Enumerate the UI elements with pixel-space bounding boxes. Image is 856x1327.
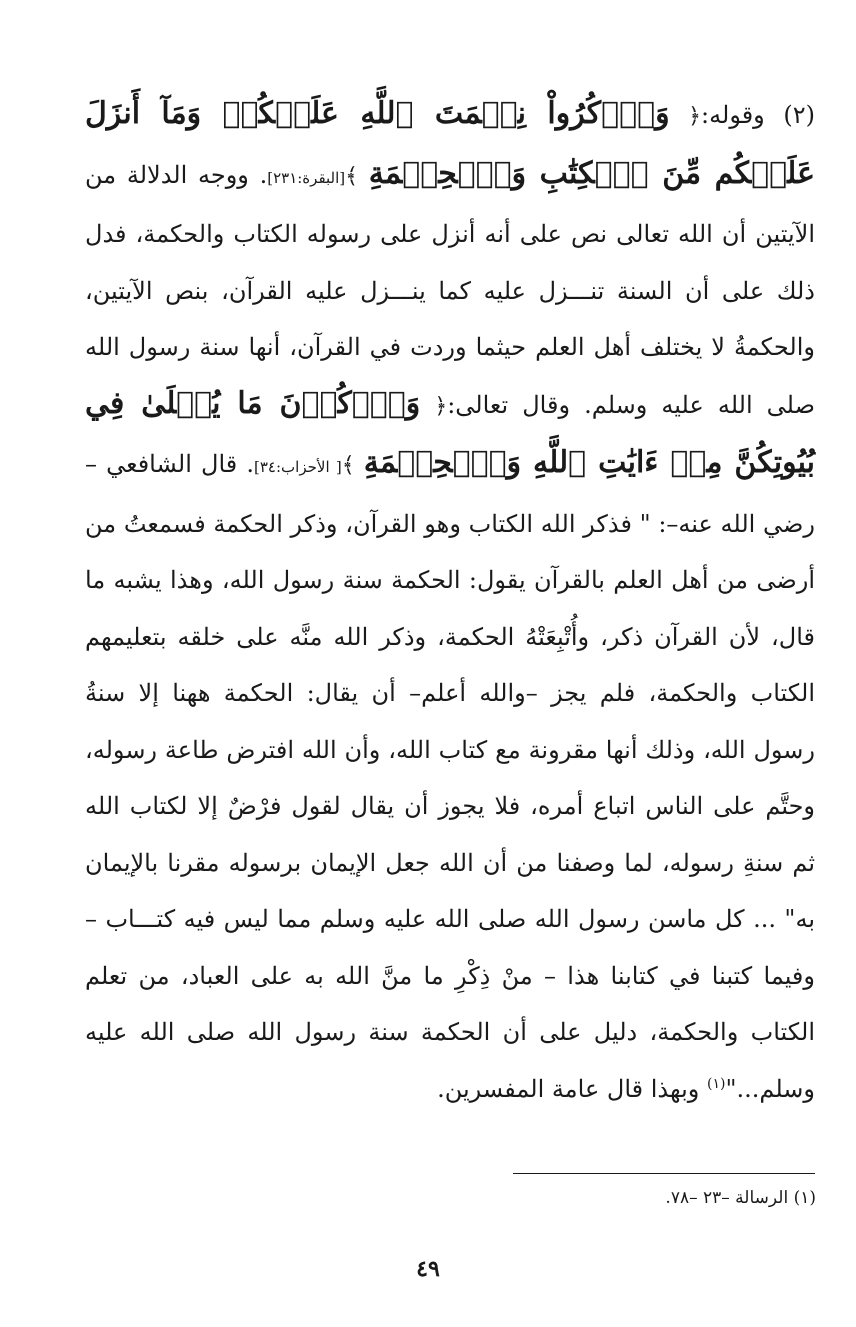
ornate-close-bracket: ﴾ (341, 453, 355, 478)
quran-verse-1: وَٱذۡكُرُواْ نِعۡمَتَ ٱللَّهِ عَلَيۡكُمۡ وَمَآ أَنزَلَ عَلَيۡكُم مِّنَ ٱلۡكِتَٰبِ وَٱلۡحِكۡمَةِ (85, 96, 815, 191)
footnote: (١) الرسالة –٢٣ –٧٨. (665, 1188, 816, 1208)
ornate-open-bracket: ﴿ (688, 104, 702, 129)
page-number: ٤٩ (416, 1256, 440, 1282)
quran-verse-2: وَٱذۡكُرۡنَ مَا يُتۡلَىٰ فِي بُيُوتِكُنَّ مِنۡ ءَايَٰتِ ٱللَّهِ وَٱلۡحِكۡمَةِ (85, 385, 816, 480)
footnote-marker: (١) (706, 1075, 726, 1092)
verse-reference-2: [ الأحزاب:٣٤] (254, 458, 342, 476)
ornate-open-bracket: ﴿ (434, 393, 448, 419)
body-text-2: . قال الشافعي –رضي الله عنه–: " فذكر الله الكتاب وهو القرآن، وذكر الحكمة فسمعتُ من أرضى من أهل العلم بالقرآن يقول: الحكمة سنة رسول الله، وهذا يشبه ما قال، لأن القرآن ذكر، وأُتْبِعَتْهُ الحكمة، وذكر الله منَّه على خلقه بتعليمهم الكتاب والحكمة، فلم يجز –والله أعلم– أن يقال: الحكمة ههنا إلا سنةُ رسول الله، وذلك أنها مقرونة مع كتاب الله، وأن الله افترض طاعة رسوله، وحتَّم على الناس اتباع أمره، فلا يجوز أن يقال لقول فرْضٌ إلا لكتاب الله ثم سنةِ رسوله، لما وصفنا من أن الله جعل الإيمان برسوله مقرنا بالإيمان به" ... كل ماسن رسول الله صلى الله عليه وسلم مما ليس فيه كتـــاب – وفيما كتبنا في كتابنا هذا – منْ ذِكْرِ ما منَّ الله به على العباد، من تعلم الكتاب والحكمة، دليل على أن الحكمة سنة رسول الله صلى الله عليه وسلم..." (85, 450, 815, 1103)
body-paragraph (85, 86, 815, 1117)
ornate-close-bracket: ﴾ (345, 163, 359, 189)
body-text-1: . ووجه الدلالة من الآيتين أن الله تعالى نص على أنه أنزل على رسوله الكتاب والحكمة، فدل ذلك على أن السنة تنـــزل عليه كما ينـــزل عليه القرآن، بنص الآيتين، والحكمةُ لا يختلف أهل العلم حيثما وردت في القرآن، أنها سنة رسول الله صلى الله عليه وسلم. وقال تعالى: (85, 160, 815, 419)
body-text-end: وبهذا قال عامة المفسرين. (437, 1074, 707, 1103)
item-number-lead: (٢) وقوله: (701, 101, 815, 129)
verse-reference-1: [البقرة:٢٣١] (267, 168, 346, 187)
footnote-divider (513, 1173, 815, 1174)
